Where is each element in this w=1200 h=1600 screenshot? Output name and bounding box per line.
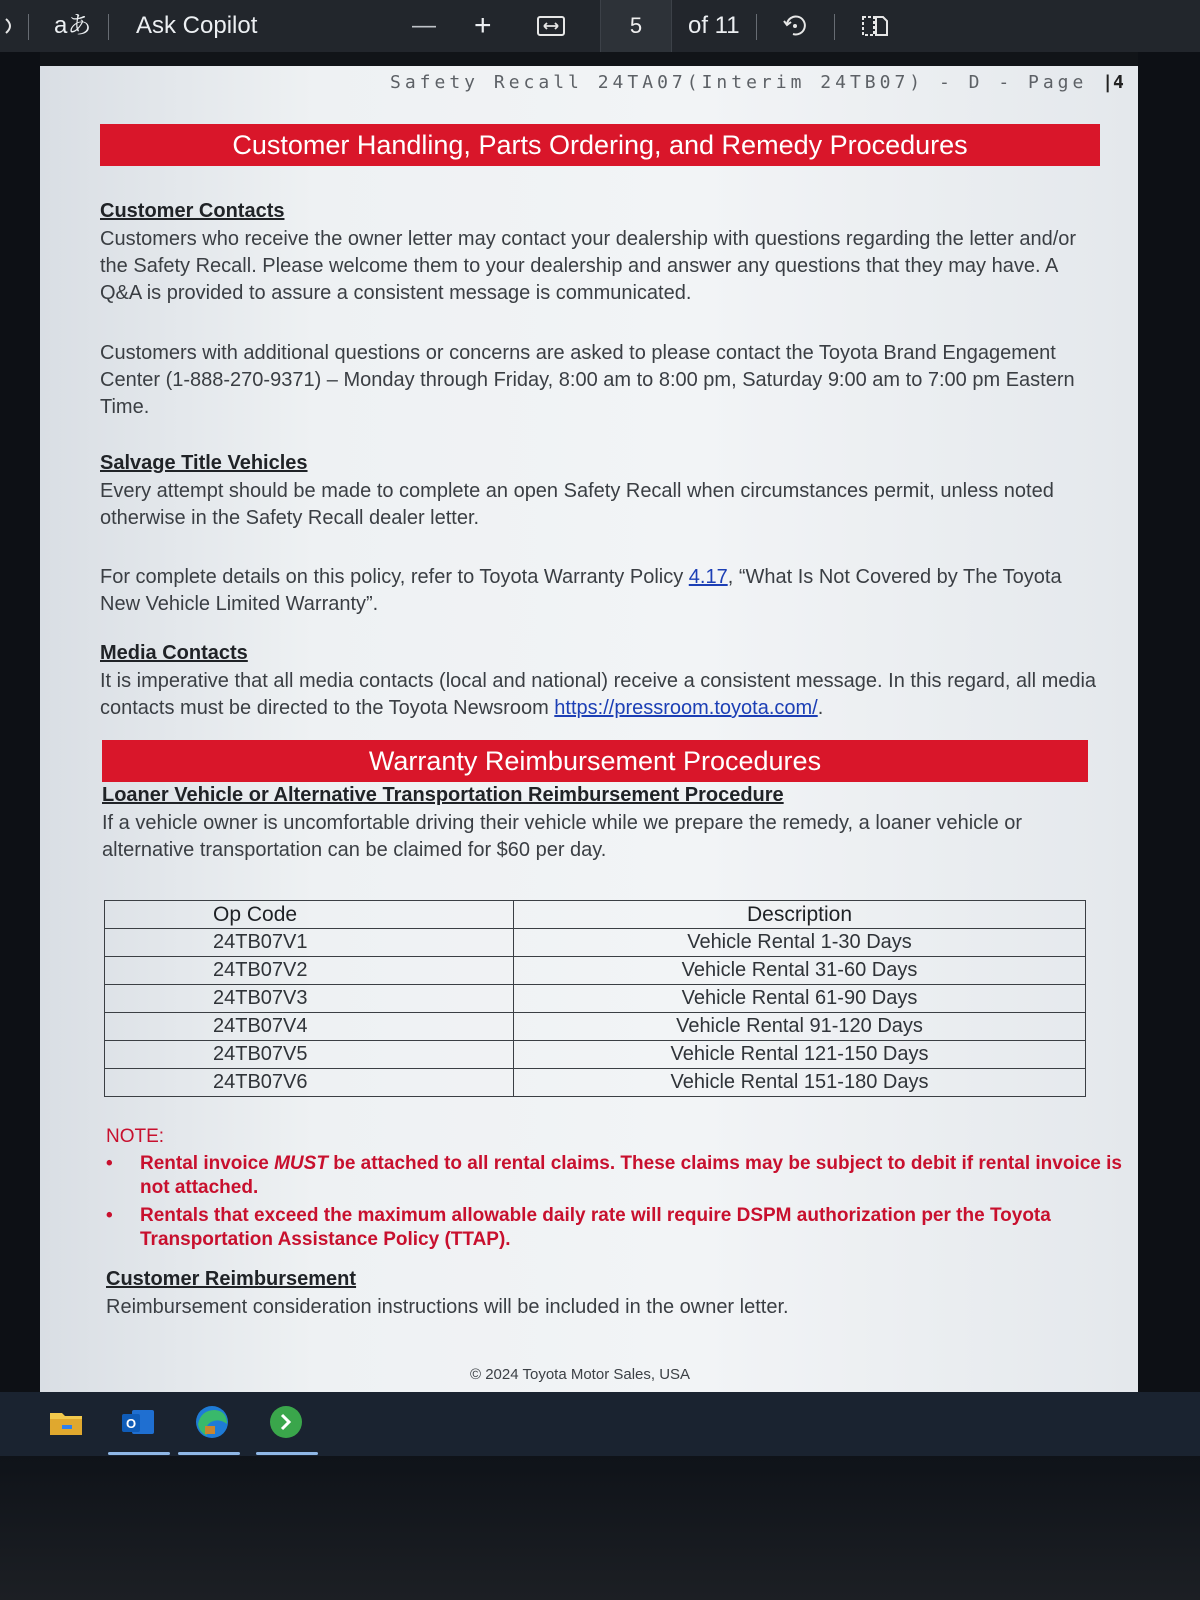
svg-text:O: O <box>125 1416 137 1431</box>
toolbar-separator <box>28 14 29 40</box>
description-cell: Vehicle Rental 91-120 Days <box>514 1013 1086 1041</box>
table-row <box>105 929 1086 957</box>
note-item-rental-invoice: • Rental invoice MUST be attached to all rental claims. These claims may be subject to debit if rental invoice is not attached. <box>106 1152 1126 1200</box>
op-code-table <box>104 900 1086 1097</box>
pdf-toolbar <box>0 0 1200 52</box>
salvage-paragraph-1: Every attempt should be made to complete an open Safety Recall when circumstances permit, unless noted otherwise in the Safety Recall dealer letter. <box>100 480 1054 529</box>
table-row <box>105 1041 1086 1069</box>
note-label: NOTE: <box>106 1126 165 1147</box>
running-header: Safety Recall 24TA07(Interim 24TB07) - D - Page |4 <box>390 72 1124 93</box>
zoom-out-button[interactable]: — <box>412 12 436 39</box>
media-contacts-paragraph: It is imperative that all media contacts (local and national) receive a consistent message. In this regard, all media contacts must be directed to the Toyota Newsroom https://pressroom.toyota.com/. <box>100 670 1097 719</box>
customer-reimbursement-heading: Customer Reimbursement <box>106 1268 357 1290</box>
op-code-cell: 24TB07V1 <box>105 929 514 957</box>
page-number-input[interactable]: 5 <box>600 0 672 52</box>
table-row <box>105 1069 1086 1097</box>
customer-contacts-paragraph-2: Customers with additional questions or concerns are asked to please contact the Toyota Brand Engagement Center (1-888-270-9371) – Monday through Friday, 8:00 am to 8:00 pm, Saturday 9:00 am to 7:00 pm Eastern Time. <box>100 342 1075 418</box>
toolbar-separator <box>756 14 757 40</box>
loaner-procedure-heading: Loaner Vehicle or Alternative Transportation Reimbursement Procedure <box>102 784 784 806</box>
toolbar-separator <box>834 14 835 40</box>
taskbar <box>0 1392 1200 1456</box>
customer-reimbursement-paragraph: Reimbursement consideration instructions will be included in the owner letter. <box>106 1296 789 1318</box>
op-code-column-header: Op Code <box>105 901 514 929</box>
copyright-footer: © 2024 Toyota Motor Sales, USA <box>470 1366 691 1383</box>
edge-active-indicator <box>178 1452 240 1455</box>
description-cell: Vehicle Rental 121-150 Days <box>514 1041 1086 1069</box>
edge-browser-icon[interactable] <box>184 1398 240 1446</box>
table-row <box>105 1013 1086 1041</box>
fit-width-icon[interactable] <box>536 10 566 42</box>
page-number-label: 4 <box>1113 72 1124 93</box>
toyota-newsroom-link[interactable]: https://pressroom.toyota.com/ <box>554 697 818 719</box>
two-page-view-icon[interactable] <box>860 10 890 42</box>
outlook-icon[interactable] <box>110 1398 166 1446</box>
salvage-title-heading: Salvage Title Vehicles <box>100 452 308 474</box>
op-code-cell: 24TB07V2 <box>105 957 514 985</box>
rotate-icon[interactable] <box>780 10 810 42</box>
desk-reflection <box>0 1456 1200 1600</box>
warranty-policy-link[interactable]: 4.17 <box>688 566 728 588</box>
op-code-cell: 24TB07V4 <box>105 1013 514 1041</box>
op-code-cell: 24TB07V6 <box>105 1069 514 1097</box>
table-row <box>105 985 1086 1013</box>
outlook-active-indicator <box>108 1452 170 1455</box>
note-item-daily-rate: • Rentals that exceed the maximum allowable daily rate will require DSPM authorization per the Toyota Transportation Assistance Policy (TTAP). <box>106 1204 1126 1252</box>
customer-contacts-paragraph-1: Customers who receive the owner letter may contact your dealership with questions regarding the letter and/or the Safety Recall. Please welcome them to your dealership and answer any questions that they may have. A Q&A is provided to assure a consistent message is communicated. <box>100 228 1077 304</box>
op-code-cell: 24TB07V5 <box>105 1041 514 1069</box>
section-banner-customer-handling: Customer Handling, Parts Ordering, and Remedy Procedures <box>100 124 1100 166</box>
translate-button[interactable]: aあ <box>54 12 92 39</box>
description-cell: Vehicle Rental 31-60 Days <box>514 957 1086 985</box>
table-row <box>105 957 1086 985</box>
customer-contacts-heading: Customer Contacts <box>100 200 285 222</box>
sidebar-toggle-icon[interactable] <box>0 10 20 42</box>
running-header-text: Safety Recall 24TA07(Interim 24TB07) - D - Page <box>390 72 1088 93</box>
note-list <box>106 1152 1126 1256</box>
file-explorer-icon[interactable] <box>38 1398 94 1446</box>
right-dark-edge <box>1138 52 1200 1392</box>
zoom-in-button[interactable]: + <box>474 9 492 42</box>
toolbar-separator <box>108 14 109 40</box>
ask-copilot-button[interactable]: Ask Copilot <box>136 12 258 39</box>
media-contacts-heading: Media Contacts <box>100 642 248 664</box>
description-cell: Vehicle Rental 151-180 Days <box>514 1069 1086 1097</box>
terminal-active-indicator <box>256 1452 318 1455</box>
left-dark-edge <box>0 52 40 1392</box>
loaner-procedure-paragraph: If a vehicle owner is uncomfortable driving their vehicle while we prepare the remedy, a loaner vehicle or alternative transportation can be claimed for $60 per day. <box>102 812 1023 861</box>
description-cell: Vehicle Rental 1-30 Days <box>514 929 1086 957</box>
terminal-app-icon[interactable] <box>258 1398 314 1446</box>
salvage-paragraph-2: For complete details on this policy, refer to Toyota Warranty Policy 4.17, “What Is Not Covered by The Toyota New Vehicle Limited Warranty”. <box>100 566 1062 615</box>
description-cell: Vehicle Rental 61-90 Days <box>514 985 1086 1013</box>
pdf-page <box>40 66 1138 1392</box>
table-header-row <box>105 901 1086 929</box>
page-count: of 11 <box>688 12 740 39</box>
op-code-cell: 24TB07V3 <box>105 985 514 1013</box>
description-column-header: Description <box>514 901 1086 929</box>
section-banner-warranty: Warranty Reimbursement Procedures <box>102 740 1088 782</box>
